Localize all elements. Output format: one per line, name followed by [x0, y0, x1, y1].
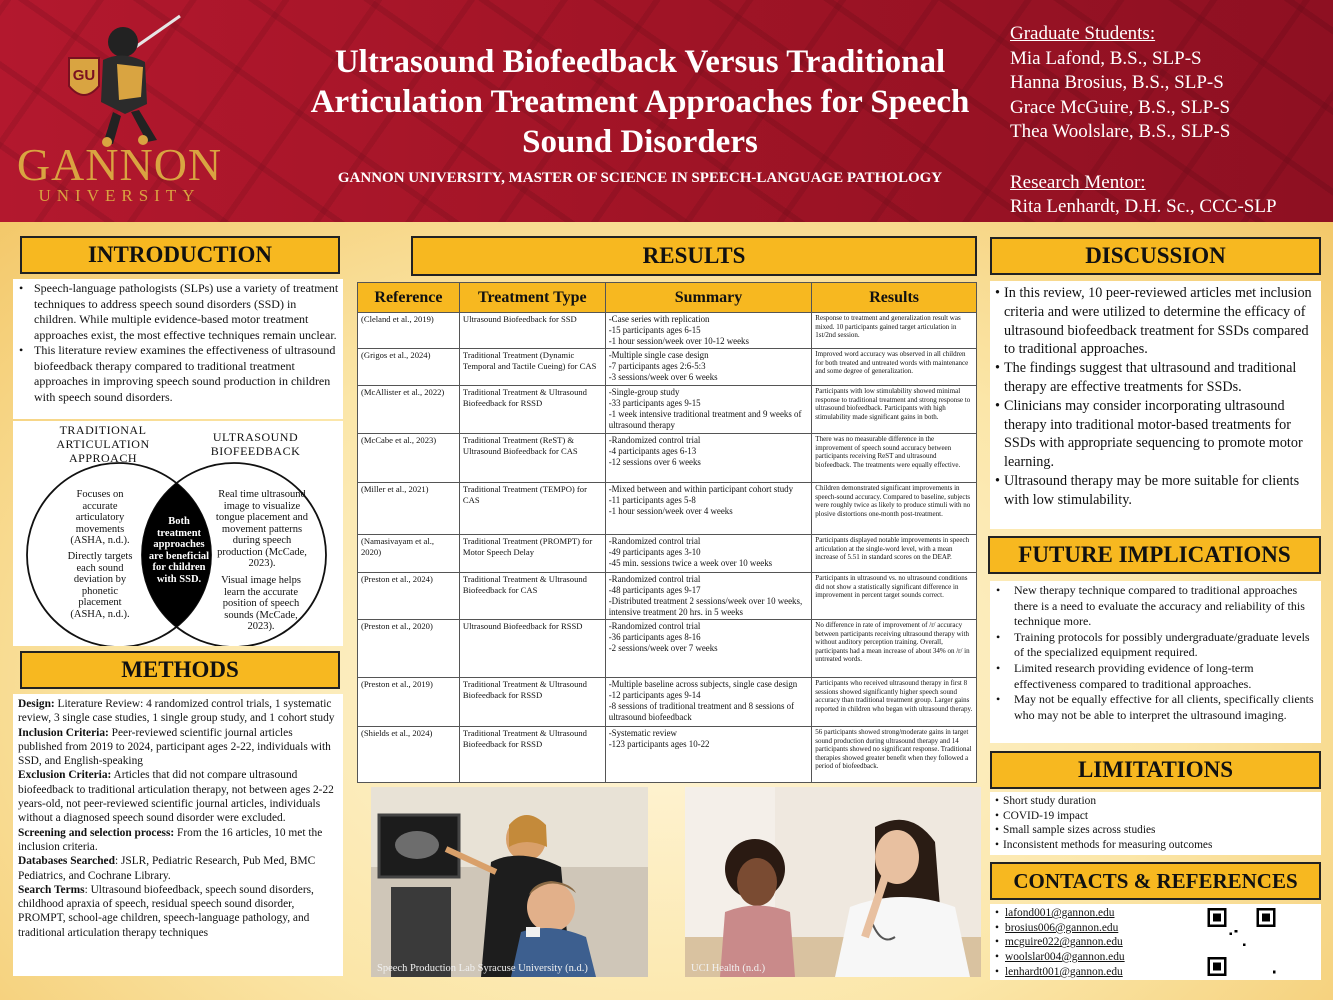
treatment-cell: Ultrasound Biofeedback for RSSD: [459, 620, 605, 678]
reference-cell: (Cleland et al., 2019): [358, 313, 460, 349]
reference-cell: (Grigos et al., 2024): [358, 349, 460, 386]
results-cell: Participants displayed notable improvements in speech articulation at the single-word level, with a mean increase of 5.51 in standard scores on the DEAP.: [812, 535, 977, 573]
summary-cell: -Systematic review -123 participants ages 10-22: [605, 727, 812, 783]
knight-mascot-icon: [55, 12, 185, 147]
results-cell: Participants in ultrasound vs. no ultrasound conditions did not show a statistically significant difference in improvement in percent target sounds correct.: [812, 573, 977, 620]
list-item: • New therapy technique compared to traditional approaches there is a need to evaluate the accuracy and reliability of this technique more.: [994, 583, 1317, 630]
list-item: • The findings suggest that ultrasound and traditional therapy are effective treatments for SSDs.: [993, 359, 1318, 397]
future-implications-heading: FUTURE IMPLICATIONS: [988, 536, 1321, 574]
table-row: [358, 434, 977, 483]
list-item: • Short study duration: [993, 794, 1318, 809]
column-header: Results: [812, 283, 977, 313]
reference-cell: (Preston et al., 2019): [358, 678, 460, 727]
reference-cell: (Namasivayam et al., 2020): [358, 535, 460, 573]
methods-item: Search Terms: Ultrasound biofeedback, speech sound disorders, childhood apraxia of speech, residual speech sound disorder, PROMPT, school-age children, speech-language pathology, and traditional articulation therapy techniques: [18, 883, 314, 939]
list-item: • Small sample sizes across studies: [993, 823, 1318, 838]
summary-cell: -Multiple single case design -7 participants ages 2:6-5:3 -3 sessions/week over 6 weeks: [605, 349, 812, 386]
contacts-heading: CONTACTS & REFERENCES: [990, 862, 1321, 900]
photo-caption: UCI Health (n.d.): [691, 963, 766, 974]
venn-diagram: [13, 421, 343, 646]
reference-cell: (Preston et al., 2024): [358, 573, 460, 620]
poster-header: [0, 0, 1333, 222]
list-item: • Speech-language pathologists (SLPs) use a variety of treatment techniques to address speech sound disorders (SSD) in children. While multiple evidence-based motor treatment approaches exist, the most effective techniques remain unclear.: [17, 281, 339, 343]
methods-heading: METHODS: [20, 651, 340, 689]
student-name: Thea Woolslare, B.S., SLP-S: [1010, 121, 1231, 142]
methods-body: [13, 694, 343, 976]
treatment-cell: Ultrasound Biofeedback for SSD: [459, 313, 605, 349]
venn-right-label: ULTRASOUND BIOFEEDBACK: [210, 430, 301, 458]
table-row: [358, 727, 977, 783]
methods-item: Databases Searched: JSLR, Pediatric Research, Pub Med, BMC Pediatrics, and Cochrane Library.: [18, 855, 316, 882]
table-row: [358, 535, 977, 573]
discussion-heading: DISCUSSION: [990, 237, 1321, 275]
student-name: Hanna Brosius, B.S., SLP-S: [1010, 72, 1224, 93]
list-item: • Limited research providing evidence of long-term effectiveness compared to traditional approaches.: [994, 661, 1317, 692]
table-row: [358, 678, 977, 727]
email-link[interactable]: • lafond001@gannon.edu: [993, 906, 1318, 921]
venn-left-text: Focuses on accurate articulatory movements (ASHA, n.d.).: [70, 489, 130, 546]
introduction-body: [13, 279, 343, 419]
table-row: [358, 349, 977, 386]
summary-cell: -Case series with replication -15 participants ages 6-15 -1 hour session/week over 10-12 weeks: [605, 313, 812, 349]
table-row: [358, 386, 977, 434]
column-header: Reference: [358, 283, 460, 313]
graduate-students: [1010, 22, 1230, 145]
list-item: • In this review, 10 peer-reviewed articles met inclusion criteria and were utilized to determine the efficacy of ultrasound biofeedback treatment for SSDs compared to traditional approaches.: [993, 284, 1318, 359]
reference-cell: (Miller et al., 2021): [358, 483, 460, 535]
student-name: Mia Lafond, B.S., SLP-S: [1010, 47, 1202, 69]
treatment-cell: Traditional Treatment (PROMPT) for Motor Speech Delay: [459, 535, 605, 573]
table-row: [358, 483, 977, 535]
treatment-cell: Traditional Treatment & Ultrasound Biofeedback for RSSD: [459, 386, 605, 434]
speech-therapy-photo: [685, 787, 981, 977]
column-header: Summary: [605, 283, 812, 313]
limitations-heading: LIMITATIONS: [990, 751, 1321, 789]
poster-subtitle: GANNON UNIVERSITY, MASTER OF SCIENCE IN SPEECH-LANGUAGE PATHOLOGY: [337, 170, 943, 186]
treatment-cell: Traditional Treatment & Ultrasound Biofeedback for CAS: [459, 573, 605, 620]
introduction-heading: INTRODUCTION: [20, 236, 340, 274]
summary-cell: -Multiple baseline across subjects, single case design -12 participants ages 9-14 -8 sessions of traditional treatment and 8 sessions of ultrasound biofeedback: [605, 678, 812, 727]
student-name: Grace McGuire, B.S., SLP-S: [1010, 96, 1231, 118]
logo-subtitle: UNIVERSITY: [38, 186, 201, 205]
venn-right-text: Visual image helps learn the accurate position of speech sounds (McCade, 2023).: [221, 575, 301, 632]
results-cell: Children demonstrated significant improvements in speech-sound accuracy. Compared to baseline, subjects were roughly twice as likely to produce stimuli with no plosive distortions one-month post-treatment.: [812, 483, 977, 535]
results-cell: No difference in rate of improvement of /r/ accuracy between participants receiving ultrasound therapy with without auditory perception training. Overall, participants had a mean increase of about 34% on /r/ in untreated words.: [812, 620, 977, 678]
venn-left-text: Directly targets each sound deviation by phonetic placement (ASHA, n.d.).: [67, 551, 133, 620]
list-item: • This literature review examines the effectiveness of ultrasound biofeedback therapy compared to traditional treatment approaches in improving speech sound production in children with speech sound disorders.: [17, 343, 339, 405]
reference-cell: (Shields et al., 2024): [358, 727, 460, 783]
mentor-name: Rita Lenhardt, D.H. Sc., CCC-SLP: [1010, 196, 1277, 217]
methods-item: Exclusion Criteria: Articles that did not compare ultrasound biofeedback to traditional articulation therapy, not between ages 2-22 years-old, not peer-reviewed scientific journal articles, individuals without a diagnosed speech sound disorder were excluded.: [18, 769, 334, 825]
results-table: [357, 282, 977, 783]
reference-cell: (Preston et al., 2020): [358, 620, 460, 678]
treatment-cell: Traditional Treatment & Ultrasound Biofeedback for RSSD: [459, 678, 605, 727]
email-link[interactable]: • woolslar004@gannon.edu: [993, 950, 1318, 965]
students-heading: Graduate Students:: [1010, 23, 1156, 44]
qr-code-icon[interactable]: [1203, 908, 1280, 976]
results-cell: Response to treatment and generalization result was mixed. 10 participants gained target articulation in 1st/2nd session.: [812, 313, 977, 349]
list-item: • Training protocols for possibly undergraduate/graduate levels of the specialized equipment required.: [994, 630, 1317, 661]
svg-text:GU: GU: [72, 67, 96, 84]
photo-caption: Speech Production Lab Syracuse University (n.d.): [377, 963, 588, 974]
email-link[interactable]: • brosius006@gannon.edu: [993, 921, 1318, 936]
summary-cell: -Single-group study -33 participants ages 9-15 -1 week intensive traditional treatment and 9 weeks of ultrasound therapy: [605, 386, 812, 434]
results-cell: There was no measurable difference in the improvement of speech sound accuracy between participants receiving ReST and ultrasound biofeedback. The treatments were equally effective.: [812, 434, 977, 483]
poster-title: Ultrasound Biofeedback Versus Traditional Articulation Treatment Approaches for Speech Sound Disorders: [310, 44, 970, 160]
ultrasound-lab-photo: [371, 787, 648, 977]
methods-item: Inclusion Criteria: Peer-reviewed scientific journal articles published from 2019 to 2024, participant ages 2-22, individuals with SSD, and English-speaking: [18, 726, 331, 768]
summary-cell: -Randomized control trial -48 participants ages 9-17 -Distributed treatment 2 sessions/week over 10 weeks, intensive treatment 20 hrs. in 5 weeks: [605, 573, 812, 620]
venn-center-text: Both treatment approaches are beneficial for children with SSD.: [148, 516, 210, 585]
results-cell: Participants with low stimulability showed minimal response to traditional treatment and strong response to ultrasound biofeedback. Participants with high stimulability made significant gains in both.: [812, 386, 977, 434]
list-item: • COVID-19 impact: [993, 809, 1318, 824]
treatment-cell: Traditional Treatment (ReST) & Ultrasound Biofeedback for CAS: [459, 434, 605, 483]
summary-cell: -Randomized control trial -49 participants ages 3-10 -45 min. sessions twice a week over 10 weeks: [605, 535, 812, 573]
email-link[interactable]: • mcguire022@gannon.edu: [993, 935, 1318, 950]
list-item: • Ultrasound therapy may be more suitable for clients with low stimulability.: [993, 472, 1318, 510]
methods-item: Screening and selection process: From the 16 articles, 10 met the inclusion criteria.: [18, 826, 323, 853]
treatment-cell: Traditional Treatment (TEMPO) for CAS: [459, 483, 605, 535]
results-cell: Improved word accuracy was observed in all children for both treated and untreated words with maintenance and some degree of generalization.: [812, 349, 977, 386]
results-cell: Participants who received ultrasound therapy in first 8 sessions showed significantly higher speech sound accuracy than traditional treatment group. Larger gains reported in children who began with ultrasound therapy.: [812, 678, 977, 727]
mentor-heading: Research Mentor:: [1010, 172, 1146, 193]
limitations-body: [990, 792, 1321, 855]
summary-cell: -Mixed between and within participant cohort study -11 participants ages 5-8 -1 hour session/week over 4 weeks: [605, 483, 812, 535]
methods-item: Design: Literature Review: 4 randomized control trials, 1 systematic review, 3 single case studies, 1 single group study, and 1 cohort study: [18, 698, 335, 725]
venn-left-label: TRADITIONAL ARTICULATION APPROACH: [56, 423, 150, 465]
table-row: [358, 573, 977, 620]
list-item: • Clinicians may consider incorporating ultrasound therapy into traditional motor-based treatments for SSDs with appropriate sequencing to promote motor learning.: [993, 397, 1318, 472]
reference-cell: (McCabe et al., 2023): [358, 434, 460, 483]
discussion-body: [990, 281, 1321, 529]
table-row: [358, 620, 977, 678]
summary-cell: -Randomized control trial -36 participants ages 8-16 -2 sessions/week over 7 weeks: [605, 620, 812, 678]
results-cell: 56 participants showed strong/moderate gains in target sound production during ultrasound therapy and 14 participants showed no significant response. Traditional therapies showed greater benefit when they followed a period of biofeedback.: [812, 727, 977, 783]
treatment-cell: Traditional Treatment & Ultrasound Biofeedback for RSSD: [459, 727, 605, 783]
summary-cell: -Randomized control trial -4 participants ages 6-13 -12 sessions over 6 weeks: [605, 434, 812, 483]
column-header: Treatment Type: [459, 283, 605, 313]
reference-cell: (McAllister et al., 2022): [358, 386, 460, 434]
results-heading: RESULTS: [411, 236, 977, 276]
venn-right-text: Real time ultrasound image to visualize tongue placement and movement patterns during speech production (McCade, 2023).: [215, 489, 309, 569]
list-item: • Inconsistent methods for measuring outcomes: [993, 838, 1318, 853]
table-row: [358, 313, 977, 349]
list-item: • May not be equally effective for all clients, specifically clients who may not be able to interpret the ultrasound imaging.: [994, 692, 1317, 723]
logo-wordmark: GANNON: [16, 139, 223, 190]
email-link[interactable]: • lenhardt001@gannon.edu: [993, 965, 1318, 980]
future-implications-body: [990, 581, 1321, 743]
research-mentor: [1010, 171, 1277, 219]
treatment-cell: Traditional Treatment (Dynamic Temporal and Tactile Cueing) for CAS: [459, 349, 605, 386]
